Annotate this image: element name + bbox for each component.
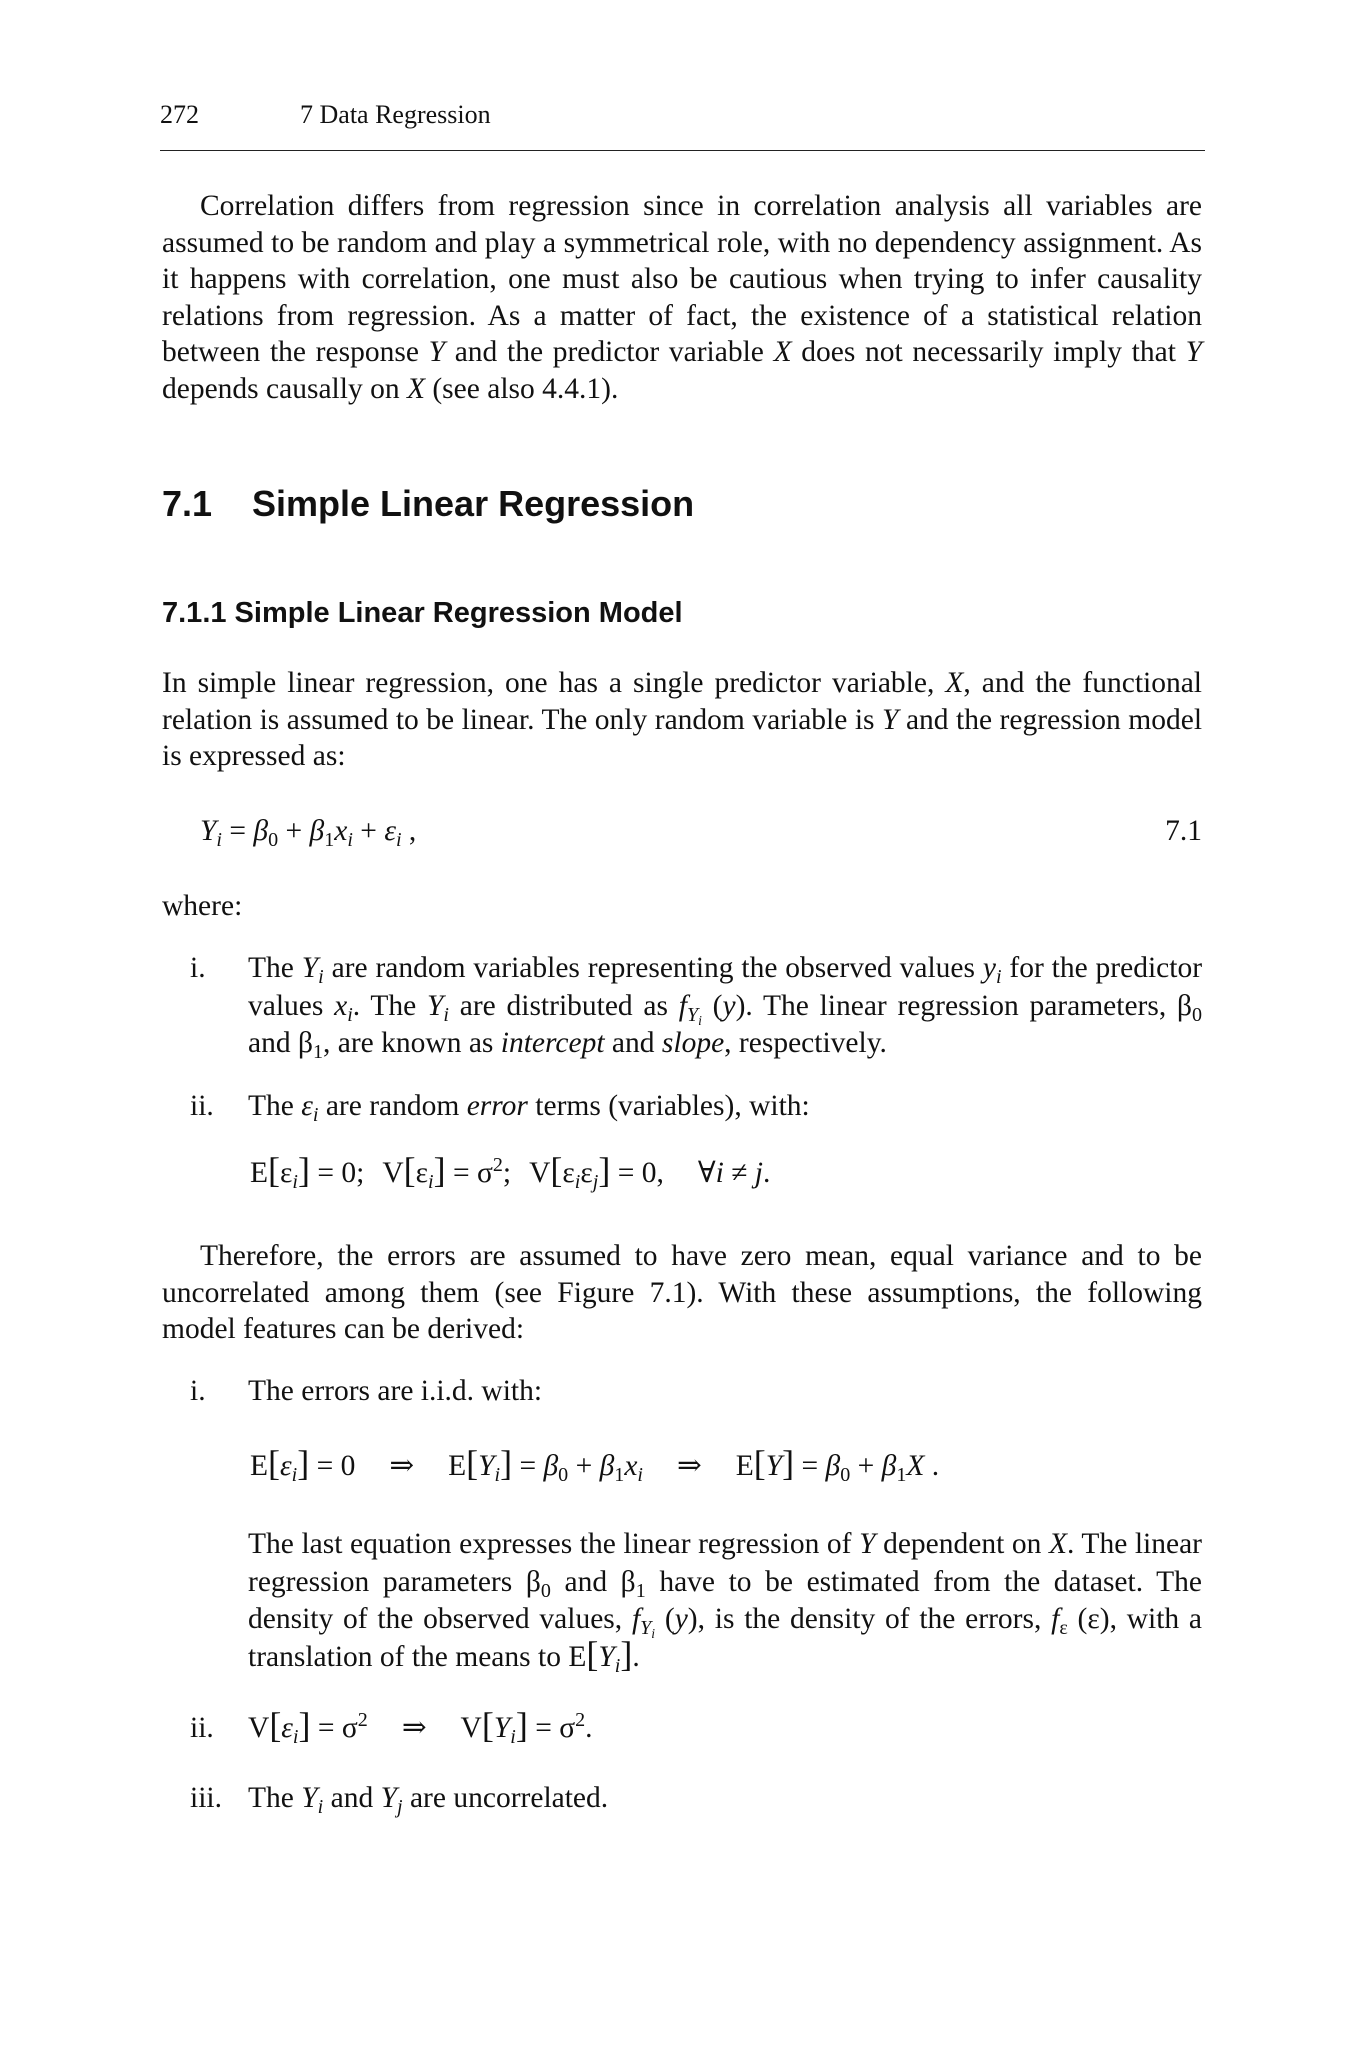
list-marker: ii.: [190, 1090, 214, 1122]
section-heading: 7.1 Simple Linear Regression: [162, 483, 695, 524]
running-title: 7 Data Regression: [300, 100, 491, 129]
list-item: ii. The $\varepsilon_i$ are random error terms (variables), with:: [190, 1090, 810, 1127]
subsection-heading: 7.1.1 Simple Linear Regression Model: [162, 597, 683, 629]
list-item: ii. $V[\varepsilon_i] = \sigma^2$ ⇒ $V[Y_i] = \sigma^2$.: [190, 1705, 593, 1749]
list-item-continuation: The last equation expresses the linear regression of Y dependent on X. The linear regression parameters $\beta_0$ and $\beta_1$ have to be estimated from the dataset. The density of the observed values, $f_{Y_i}$ (y), is the density of the errors, $f_\varepsilon$ (ε), with a translation of the means to $E[Y_i]$.: [248, 1528, 1203, 1677]
list-marker: i.: [190, 1375, 206, 1407]
list-item: i. The errors are i.i.d. with:: [190, 1373, 1202, 1411]
expectation-equation: $E[\varepsilon_i] = 0$ ⇒ $E[Y_i] = \beta_0 + \beta_1x_i$ ⇒ $E[Y] = \beta_0 + \beta_1X$ .: [250, 1443, 940, 1487]
list-marker: i.: [190, 952, 206, 984]
page-number: 272: [160, 100, 199, 129]
therefore-paragraph: Therefore, the errors are assumed to have zero mean, equal variance and to be uncorrelated among them (see Figure 7.1). With these assumptions, the following model features can be derived:: [162, 1240, 1202, 1345]
intro-paragraph: Correlation differs from regression since in correlation analysis all variables are assumed to be random and play a symmetrical role, with no dependency assignment. As it happens with correlation, one must also be cautious when trying to infer causality relations from regression. As a matter of fact, the existence of a statistical relation between the response Y and the predictor variable X does not necessarily imply that Y depends causally on X (see also 4.4.1).: [162, 190, 1203, 405]
running-header: [160, 100, 1205, 151]
list-marker: ii.: [190, 1712, 214, 1744]
equation-7-1: $Y_i = \beta_0 + \beta_1x_i + \varepsilon_i$ ,: [200, 815, 417, 852]
model-intro-paragraph: In simple linear regression, one has a single predictor variable, X, and the functional relation is assumed to be linear. The only random variable is Y and the regression model is expressed as:: [162, 667, 1203, 772]
equation-number: 7.1: [1165, 815, 1202, 847]
list-item: i. The $Y_i$ are random variables representing the observed values $y_i$ for the predictor values $x_i$. The $Y_i$ are distributed as $f_{Y_i}$ (y). The linear regression parameters, $\beta_0$ and $\beta_1$, are known as intercept and slope, respectively.: [190, 952, 1203, 1064]
list-item: iii. The $Y_i$ and $Y_j$ are uncorrelated.: [190, 1782, 609, 1819]
list-marker: iii.: [190, 1782, 222, 1814]
error-assumptions-equation: $E[\varepsilon_i] = 0$; $V[\varepsilon_i] = \sigma^2$; $V[\varepsilon_i\varepsilon_j] = 0$, ∀i ≠ j.: [250, 1150, 771, 1194]
where-label: where:: [162, 890, 243, 922]
